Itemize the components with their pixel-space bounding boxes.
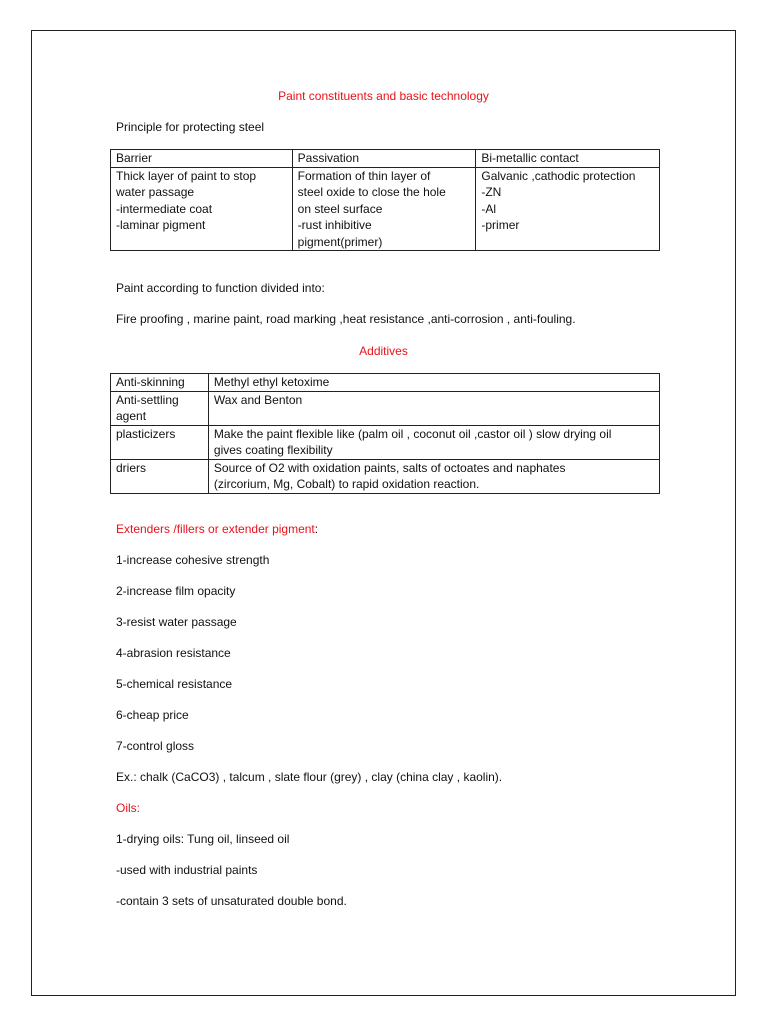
- oils-line: -contain 3 sets of unsaturated double bond.: [116, 894, 347, 908]
- extender-item: 5-chemical resistance: [116, 677, 233, 691]
- cell-line: Thick layer of paint to stop: [116, 168, 257, 183]
- additive-desc: [208, 425, 659, 459]
- extender-item: 7-control gloss: [116, 739, 195, 753]
- extender-item: 1-increase cohesive strength: [116, 553, 270, 567]
- cell-line: (zircorium, Mg, Cobalt) to rapid oxidation reaction.: [213, 477, 480, 491]
- cell-line: -ZN: [481, 185, 502, 199]
- header-bimetallic: Bi-metallic contact: [476, 150, 660, 168]
- function-heading: Paint according to function divided into:: [116, 281, 325, 295]
- additive-desc: [208, 459, 659, 493]
- oils-line: 1-drying oils: Tung oil, linseed oil: [116, 832, 290, 846]
- cell-line: steel oxide to close the hole: [297, 185, 446, 199]
- cell-line: -rust inhibitive: [297, 218, 372, 232]
- oils-heading: Oils:: [116, 801, 140, 815]
- principle-table: [110, 149, 660, 251]
- cell-line: Methyl ethyl ketoxime: [213, 375, 330, 389]
- additive-desc: [208, 391, 659, 425]
- extender-item: 3-resist water passage: [116, 615, 237, 629]
- cell-line: Make the paint flexible like (palm oil , coconut oil ,castor oil ) slow drying oil: [213, 426, 612, 441]
- cell-line: Anti-settling: [116, 392, 179, 407]
- cell-passivation: [292, 167, 476, 251]
- cell-line: agent: [116, 409, 147, 423]
- extender-item: 6-cheap price: [116, 708, 189, 722]
- cell-line: -Al: [481, 201, 497, 216]
- additives-heading: Additives: [359, 344, 408, 358]
- cell-line: plasticizers: [116, 426, 176, 441]
- extenders-heading-colon: :: [314, 522, 319, 536]
- cell-line: on steel surface: [297, 201, 383, 216]
- header-passivation: Passivation: [292, 150, 476, 168]
- principle-table-body-row: [111, 167, 660, 251]
- cell-line: Formation of thin layer of: [297, 168, 431, 183]
- additive-name: [111, 425, 209, 459]
- cell-line: Galvanic ,cathodic protection: [481, 168, 636, 183]
- additive-row: [111, 391, 660, 425]
- cell-line: -primer: [481, 218, 520, 232]
- cell-line: Source of O2 with oxidation paints, salts of octoates and naphates: [213, 460, 566, 475]
- additive-row: [111, 425, 660, 459]
- header-barrier: Barrier: [111, 150, 293, 168]
- additive-name: [111, 374, 209, 392]
- additive-name: [111, 391, 209, 425]
- cell-line: -intermediate coat: [116, 201, 213, 216]
- page-title: Paint constituents and basic technology: [278, 89, 489, 103]
- additive-row: [111, 459, 660, 493]
- cell-line: -laminar pigment: [116, 218, 206, 232]
- additives-table: [110, 373, 660, 494]
- cell-line: pigment(primer): [297, 234, 383, 249]
- cell-bimetallic: [476, 167, 660, 251]
- extender-item: 4-abrasion resistance: [116, 646, 231, 660]
- extender-item: 2-increase film opacity: [116, 584, 236, 598]
- additive-name: [111, 459, 209, 493]
- extenders-heading-line: [116, 521, 318, 537]
- cell-line: water passage: [116, 185, 195, 199]
- additive-row: [111, 374, 660, 392]
- cell-line: gives coating flexibility: [213, 443, 333, 457]
- additive-desc: [208, 374, 659, 392]
- oils-line: -used with industrial paints: [116, 863, 258, 877]
- cell-barrier: [111, 167, 293, 251]
- principle-heading: Principle for protecting steel: [116, 120, 265, 134]
- principle-table-header-row: [111, 150, 660, 168]
- cell-line: driers: [116, 460, 147, 475]
- cell-line: Wax and Benton: [213, 392, 303, 407]
- extenders-example: Ex.: chalk (CaCO3) , talcum , slate flour (grey) , clay (china clay , kaolin).: [116, 770, 503, 784]
- function-list: Fire proofing , marine paint, road marking ,heat resistance ,anti-corrosion , anti-fouling.: [116, 312, 576, 326]
- cell-line: Anti-skinning: [116, 375, 185, 389]
- extenders-heading: Extenders /fillers or extender pigment: [116, 522, 315, 536]
